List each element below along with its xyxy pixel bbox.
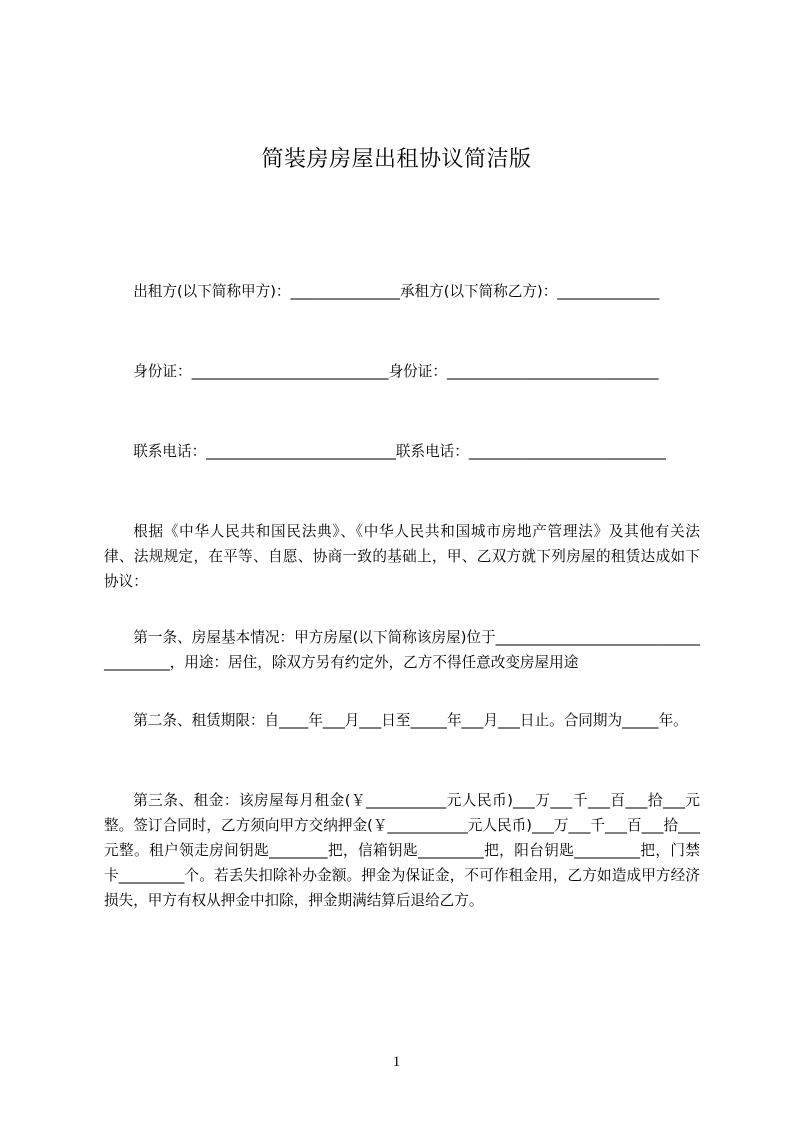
page-number: 1 <box>392 1054 401 1070</box>
legal-basis-paragraph: 根据《中华人民共和国民法典》、《中华人民共和国城市房地产管理法》及其他有关法律、法规规定，在平等、自愿、协商一致的基础上，甲、乙双方就下列房屋的租赁达成如下协议： <box>104 523 700 590</box>
article-1-paragraph: 第一条、房屋基本情况：甲方房屋(以下简称该房屋)位于_____________________________________，用途：居住，除双方另有约定外，乙方不得任意改变房屋用途 <box>104 629 700 671</box>
id-card-paragraph: 身份证：___________________________身份证：_____________________________ <box>133 363 659 380</box>
phone-paragraph: 联系电话：__________________________联系电话：___________________________ <box>133 443 666 460</box>
document-title: 简装房房屋出租协议简洁版 <box>261 147 532 172</box>
article-3-paragraph: 第三条、租金：该房屋每月租金(￥___________元人民币)___万___千___百___拾___元整。签订合同时，乙方须向甲方交纳押金(￥___________元人民币)___万___千___百___拾___元整。租户领走房间钥匙________把，信箱钥匙_________把，阳台钥匙_________把，门禁卡_________个。若丢失扣除补办金额。押金为保证金，不可作租金用，乙方如造成甲方经济损失，甲方有权从押金中扣除，押金期满结算后退给乙方。 <box>104 792 700 909</box>
parties-paragraph: 出租方(以下简称甲方)：_______________承租方(以下简称乙方)：______________ <box>133 283 660 300</box>
article-2-paragraph: 第二条、租赁期限：自____年___月___日至_____年___月___日止。合同期为_____年。 <box>133 712 688 729</box>
